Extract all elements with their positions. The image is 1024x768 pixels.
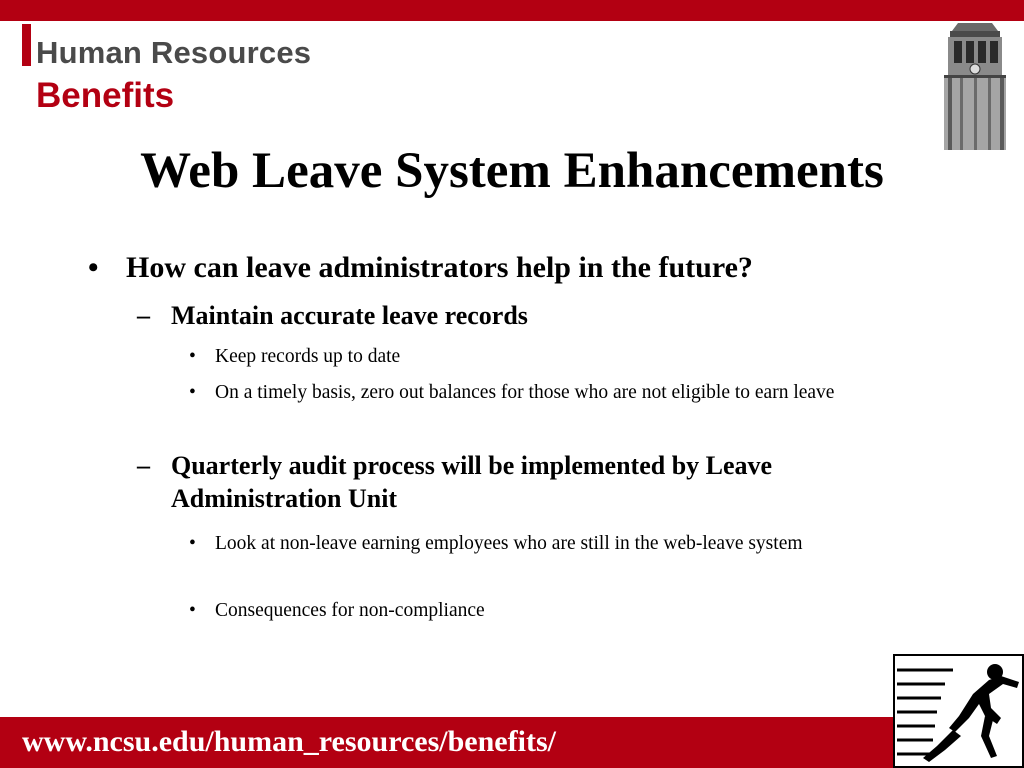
footer-url: www.ncsu.edu/human_resources/benefits/ <box>22 725 556 758</box>
bullet-dot: • <box>189 346 196 367</box>
brand-line-2: Benefits <box>36 76 175 115</box>
sub-bullet-text: Quarterly audit process will be implemented by Leave Administration Unit <box>171 451 773 513</box>
list-item-text: Look at non-leave earning employees who are still in the web-leave system <box>215 533 803 554</box>
slide-title: Web Leave System Enhancements <box>140 143 884 199</box>
runner-icon <box>893 654 1024 768</box>
bell-tower-icon <box>930 21 1020 150</box>
bullet-dot: • <box>189 382 196 403</box>
bullet-dot: • <box>189 600 196 621</box>
dash-marker: – <box>137 451 150 480</box>
brand-line-1: Human Resources <box>36 35 312 70</box>
bullet-dot: • <box>189 533 196 554</box>
dash-marker: – <box>137 301 150 330</box>
list-item-text: Consequences for non-compliance <box>215 600 485 621</box>
main-bullet-text: How can leave administrators help in the future? <box>126 251 753 284</box>
header-bar <box>0 0 1024 21</box>
bullet-dot: • <box>88 251 99 284</box>
list-item-text: Keep records up to date <box>215 346 401 367</box>
brand-accent-bar <box>22 24 31 66</box>
sub-bullet-text: Maintain accurate leave records <box>171 301 528 330</box>
list-item-text: On a timely basis, zero out balances for those who are not eligible to earn leave <box>215 382 835 403</box>
